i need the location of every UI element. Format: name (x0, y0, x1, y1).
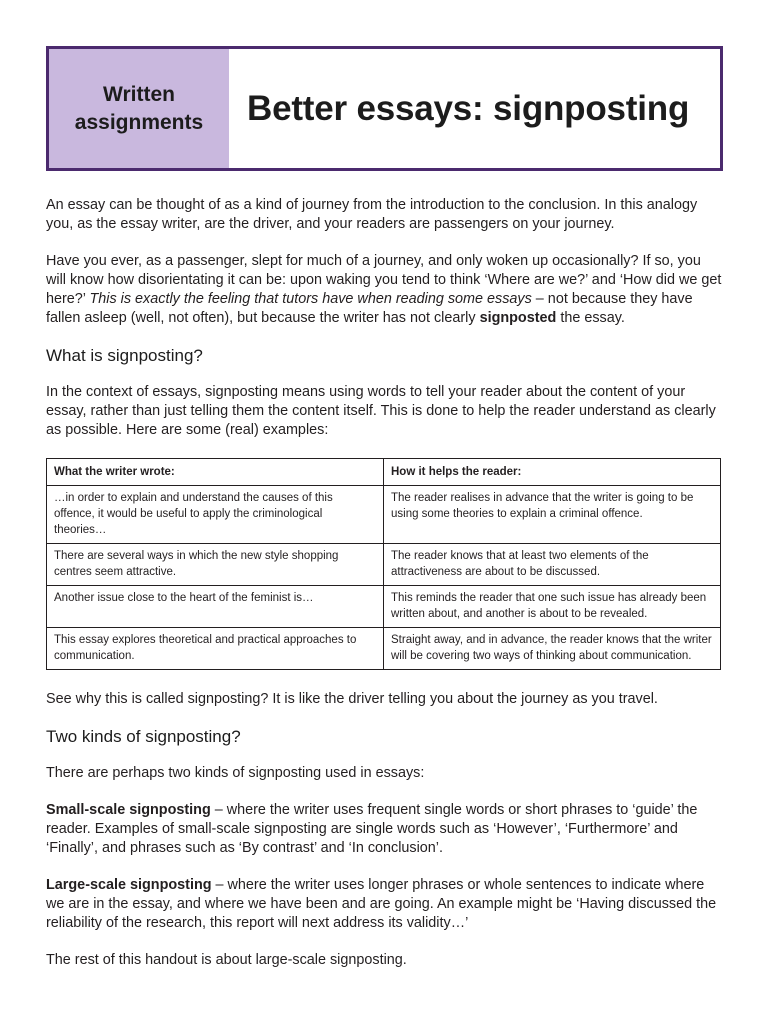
table-cell-wrote: Another issue close to the heart of the feminist is… (47, 586, 384, 628)
header-banner (46, 46, 723, 171)
table-cell-helps: The reader realises in advance that the writer is going to be using some theories to explain a criminal offence. (384, 486, 721, 544)
intro-p2-italic: This is exactly the feeling that tutors have when reading some essays (89, 291, 532, 307)
table-cell-helps: The reader knows that at least two elements of the attractiveness are about to be discussed. (384, 544, 721, 586)
table-row (47, 628, 721, 670)
section2-intro: There are perhaps two kinds of signposting used in essays: (46, 765, 425, 781)
small-scale-text: – where the writer uses frequent single words or short phrases to ‘guide’ the reader. Examples of small-scale signposting are single words such as ‘However’, ‘Furthermore’ and ‘Finally’, and phrases such as ‘By contrast’ and ‘In conclusion’. (46, 802, 698, 856)
intro-paragraph-2 (46, 252, 722, 328)
intro-p2-text-b: – not because they have fallen asleep (well, not often), but because the writer has not clearly (46, 291, 693, 326)
intro-p2-bold: signposted (479, 310, 557, 326)
after-table-paragraph: See why this is called signposting? It is like the driver telling you about the journey as you travel. (46, 691, 658, 707)
table-header-helps: How it helps the reader: (384, 459, 721, 486)
large-scale-term: Large-scale signposting (46, 877, 212, 893)
intro-p2-text-a: Have you ever, as a passenger, slept for much of a journey, and only woken up occasionally? If so, you will know how disorientating it can be: upon waking you tend to think ‘Where are we?’ and ‘How did we get here?’ (46, 253, 722, 307)
intro-paragraph-1: An essay can be thought of as a kind of journey from the introduction to the conclusion. In this analogy you, as the essay writer, are the driver, and your readers are passengers on your journey. (46, 197, 698, 232)
table-cell-helps: Straight away, and in advance, the reader knows that the writer will be covering two ways of thinking about communication. (384, 628, 721, 670)
closing-paragraph: The rest of this handout is about large-scale signposting. (46, 952, 407, 968)
table-cell-helps: This reminds the reader that one such issue has already been written about, and another is about to be revealed. (384, 586, 721, 628)
examples-table (46, 458, 721, 670)
section-heading-what-is: What is signposting? (46, 346, 203, 365)
small-scale-term: Small-scale signposting (46, 802, 211, 818)
large-scale-paragraph (46, 876, 722, 933)
table-row (47, 544, 721, 586)
category-tag-line1: Written (103, 82, 175, 106)
section-heading-two-kinds: Two kinds of signposting? (46, 727, 241, 746)
table-cell-wrote: There are several ways in which the new style shopping centres seem attractive. (47, 544, 384, 586)
page-title: Better essays: signposting (247, 88, 690, 128)
category-tag (49, 49, 229, 168)
intro-p2-text-c: the essay. (556, 310, 625, 326)
table-header-wrote: What the writer wrote: (47, 459, 384, 486)
section1-paragraph: In the context of essays, signposting means using words to tell your reader about the content of your essay, rather than just telling them the content itself. This is done to help the reader understand as clearly as possible. Here are some (real) examples: (46, 384, 716, 438)
large-scale-text: – where the writer uses longer phrases or whole sentences to indicate where we are in the essay, and where we have been and are going. An example might be ‘Having discussed the reliability of the research, this report will next address its validity…’ (46, 877, 717, 931)
table-cell-wrote: …in order to explain and understand the causes of this offence, it would be useful to apply the criminological theories… (47, 486, 384, 544)
category-tag-line2: assignments (74, 110, 204, 134)
document-body (46, 196, 722, 988)
table-row (47, 586, 721, 628)
table-cell-wrote: This essay explores theoretical and practical approaches to communication. (47, 628, 384, 670)
table-header-row (47, 459, 721, 486)
table-row (47, 486, 721, 544)
small-scale-paragraph (46, 801, 722, 858)
